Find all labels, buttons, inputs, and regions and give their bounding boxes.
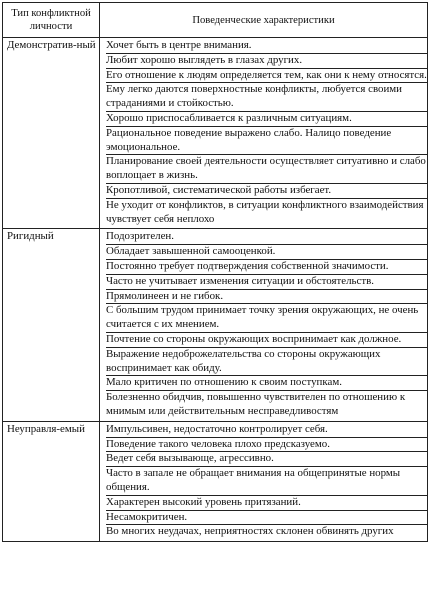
- behavior-trait: Часто не учитывает изменения ситуации и обстоятельств.: [106, 275, 427, 290]
- behavior-trait: Любит хорошо выглядеть в глазах других.: [106, 54, 427, 69]
- behavior-trait: Импульсивен, недостаточно контролирует себя.: [106, 423, 427, 438]
- behavior-trait: Постоянно требует подтверждения собственной значимости.: [106, 260, 427, 275]
- behavior-trait: Хочет быть в центре внимания.: [106, 39, 427, 54]
- header-personality-type: [3, 3, 100, 38]
- behavior-traits-cell: [100, 421, 428, 541]
- header-type-line2: личности: [29, 21, 73, 32]
- table-body: [3, 38, 428, 542]
- behavior-trait: Кропотливой, систематической работы избегает.: [106, 184, 427, 199]
- table-header-row: [3, 3, 428, 38]
- behavior-trait: Мало критичен по отношению к своим поступкам.: [106, 376, 427, 391]
- personality-type-cell: Неуправля-емый: [3, 421, 100, 541]
- behavior-trait: Подозрителен.: [106, 230, 427, 245]
- behavior-trait: Ведет себя вызывающе, агрессивно.: [106, 452, 427, 467]
- personality-type-cell: Демонстратив-ный: [3, 38, 100, 229]
- behavior-trait: Характерен высокий уровень притязаний.: [106, 496, 427, 511]
- header-type-line1: Тип конфликтной: [11, 8, 91, 19]
- behavior-trait: Выражение недоброжелательства со стороны окружающих воспринимает как обиду.: [106, 348, 427, 377]
- behavior-trait: С большим трудом принимает точку зрения окружающих, не очень считается с их мнением.: [106, 304, 427, 333]
- behavior-trait: Планирование своей деятельности осуществляет ситуативно и слабо воплощает в жизнь.: [106, 155, 427, 184]
- table-row: [3, 229, 428, 421]
- behavior-trait: Несамокритичен.: [106, 511, 427, 526]
- behavior-traits-cell: [100, 38, 428, 229]
- behavior-trait: Во многих неудачах, неприятностях склонен обвинять других: [106, 525, 394, 538]
- conflict-personality-table: [2, 2, 428, 542]
- behavior-trait: Обладает завышенной самооценкой.: [106, 245, 427, 260]
- behavior-trait: Поведение такого человека плохо предсказуемо.: [106, 438, 427, 453]
- behavior-trait: Часто в запале не обращает внимания на общепринятые нормы общения.: [106, 467, 427, 496]
- behavior-trait: Почтение со стороны окружающих воспринимает как должное.: [106, 333, 427, 348]
- behavior-trait: Рациональное поведение выражено слабо. Налицо поведение эмоциональное.: [106, 127, 427, 156]
- behavior-trait: Болезненно обидчив, повышенно чувствителен по отношению к мнимым или действительным несправедливостям: [106, 391, 406, 417]
- behavior-trait: Ему легко даются поверхностные конфликты, любуется своими страданиями и стойкостью.: [106, 83, 427, 112]
- personality-type-cell: Ригидный: [3, 229, 100, 421]
- header-behavioral-characteristics: Поведенческие характеристики: [100, 3, 428, 38]
- behavior-traits-cell: [100, 229, 428, 421]
- behavior-trait: Хорошо приспосабливается к различным ситуациям.: [106, 112, 427, 127]
- behavior-trait: Его отношение к людям определяется тем, как они к нему относятся.: [106, 69, 427, 84]
- behavior-trait: Не уходит от конфликтов, в ситуации конфликтного взаимодействия чувствует себя неплохо: [106, 198, 424, 225]
- behavior-trait: Прямолинеен и не гибок.: [106, 290, 427, 305]
- table-row: [3, 421, 428, 541]
- table-row: [3, 38, 428, 229]
